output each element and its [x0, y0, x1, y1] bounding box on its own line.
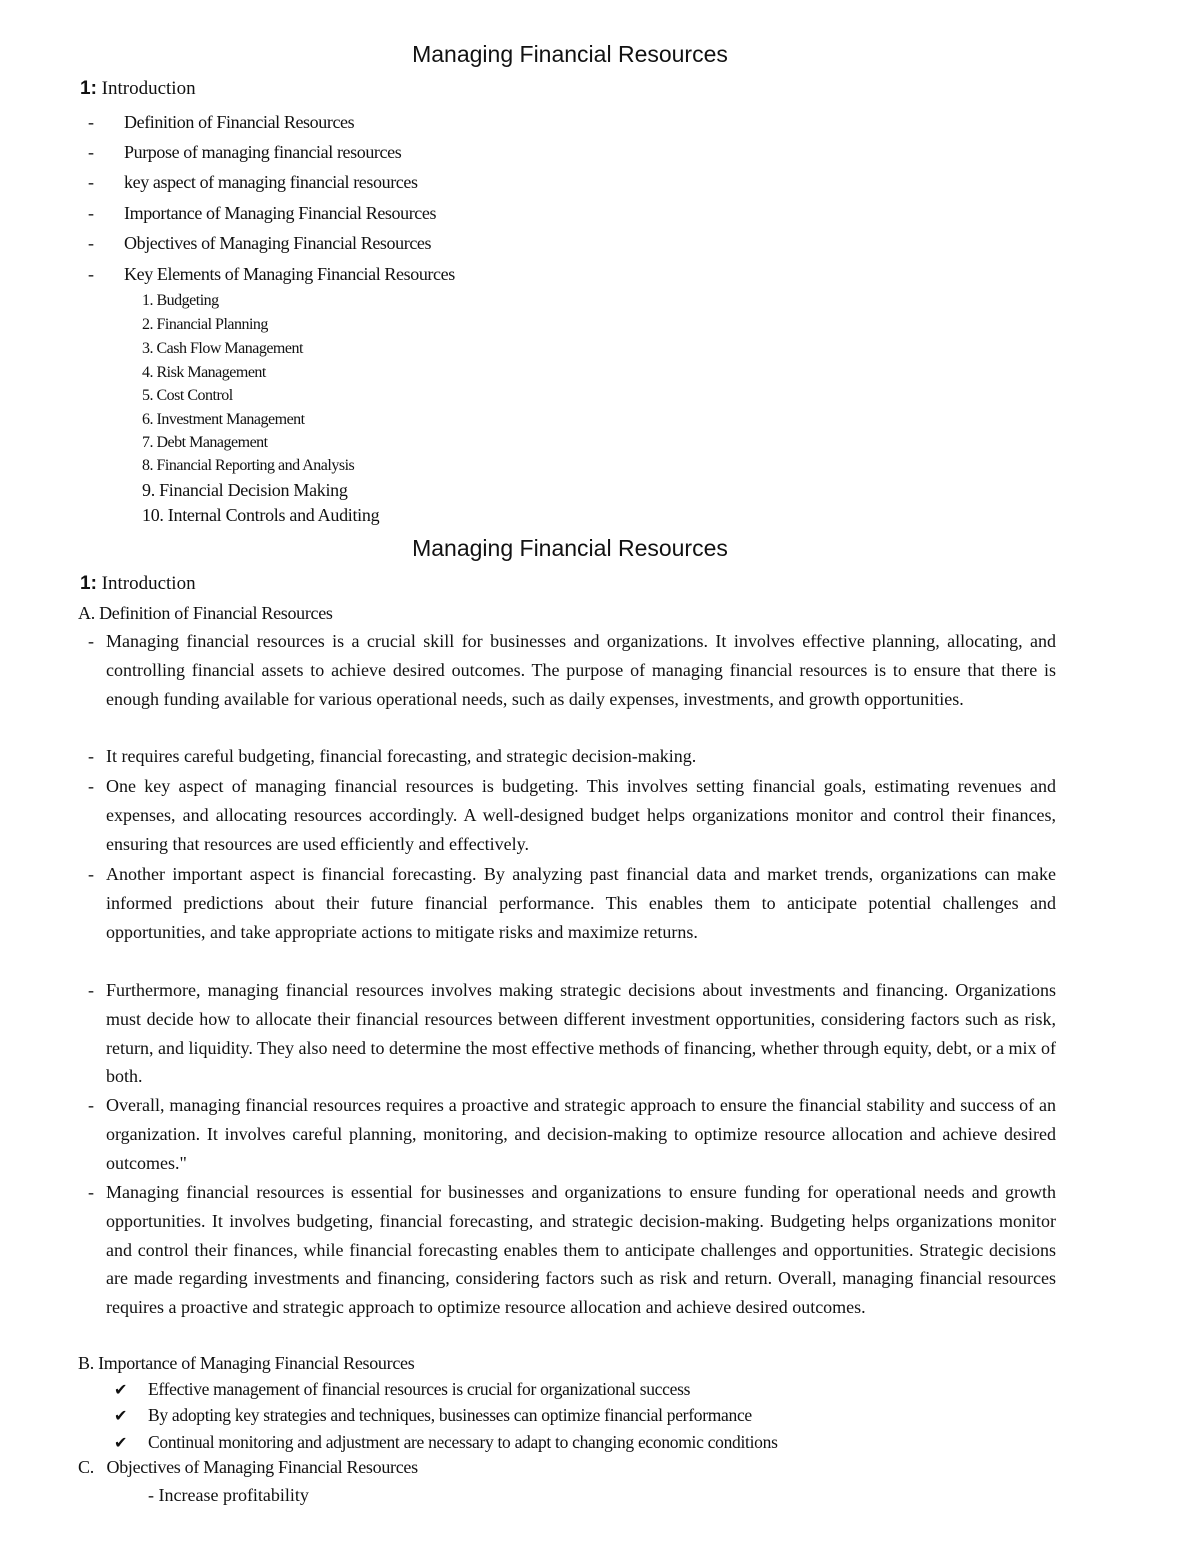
definition-paragraph: - Managing financial resources is essential for businesses and organizations to ensure funding for operational needs and growth opportunities. It involves budgeting, financial forecasting, and strategic decision-making. Budgeting helps organizations monitor and control their finances, while financial forecasting enables them to anticipate challenges and opportunities. Strategic decisions are made regarding investments and financing, considering factors such as risk and return. Overall, managing financial resources requires a proactive and strategic approach to optimize resource allocation and achieve desired outcomes.: [88, 1182, 1056, 1318]
definition-paragraph: - It requires careful budgeting, financial forecasting, and strategic decision-making.: [88, 746, 697, 766]
definition-paragraph: - One key aspect of managing financial resources is budgeting. This involves setting financial goals, estimating revenues and expenses, and allocating resources accordingly. A well-designed budget helps organizations monitor and control their finances, ensuring that resources are used efficiently and effectively.: [88, 776, 1056, 854]
intro-heading-2: [80, 572, 196, 596]
key-element-item: 5. Cost Control: [142, 387, 233, 404]
key-element-item: 3. Cash Flow Management: [142, 340, 303, 357]
key-element-item: 10. Internal Controls and Auditing: [142, 505, 380, 525]
page-title: Managing Financial Resources: [412, 41, 728, 67]
section-b-heading: B. Importance of Managing Financial Resources: [78, 1353, 415, 1373]
intro-number: 1:: [80, 573, 97, 594]
key-element-item: 1. Budgeting: [142, 292, 219, 309]
objective-item: - Increase profitability: [148, 1485, 309, 1505]
section-c-heading: C. Objectives of Managing Financial Resources: [78, 1457, 418, 1477]
key-element-item: 2. Financial Planning: [142, 316, 268, 333]
definition-paragraph: - Another important aspect is financial forecasting. By analyzing past financial data and market trends, organizations can make informed predictions about their future financial performance. This enables them to anticipate potential challenges and opportunities, and take appropriate actions to mitigate risks and maximize returns.: [88, 864, 1056, 942]
check-icon: ✔: [114, 1406, 128, 1425]
toc-item: - Importance of Managing Financial Resources: [88, 203, 437, 223]
toc-item: - key aspect of managing financial resources: [88, 172, 418, 192]
intro-label: Introduction: [101, 78, 196, 99]
toc-item: - Purpose of managing financial resources: [88, 142, 402, 162]
key-element-item: 8. Financial Reporting and Analysis: [142, 457, 355, 474]
toc-item: - Definition of Financial Resources: [88, 112, 355, 132]
intro-number: 1:: [80, 78, 97, 99]
check-icon: ✔: [114, 1380, 128, 1399]
intro-label: Introduction: [101, 573, 196, 594]
importance-item: ✔ Continual monitoring and adjustment are necessary to adapt to changing economic conditions: [114, 1432, 778, 1452]
toc-item: - Key Elements of Managing Financial Resources: [88, 264, 455, 284]
importance-item: ✔ By adopting key strategies and techniques, businesses can optimize financial performance: [114, 1405, 752, 1425]
check-icon: ✔: [114, 1433, 128, 1452]
definition-paragraph: - Furthermore, managing financial resources involves making strategic decisions about investments and financing. Organizations must decide how to allocate their financial resources between different investment opportunities, considering factors such as risk, return, and liquidity. They also need to determine the most effective methods of financing, whether through equity, debt, or a mix of both.: [88, 980, 1056, 1087]
importance-item: ✔ Effective management of financial resources is crucial for organizational success: [114, 1379, 691, 1399]
key-element-item: 7. Debt Management: [142, 434, 268, 451]
key-element-item: 4. Risk Management: [142, 364, 266, 381]
section-a-heading: A. Definition of Financial Resources: [78, 603, 333, 623]
key-element-item: 6. Investment Management: [142, 411, 305, 428]
definition-paragraph: - Managing financial resources is a crucial skill for businesses and organizations. It involves effective planning, allocating, and controlling financial assets to achieve desired outcomes. The purpose of managing financial resources is to ensure that there is enough funding available for various operational needs, such as daily expenses, investments, and growth opportunities.: [88, 631, 1056, 709]
intro-heading: [80, 77, 196, 101]
definition-paragraph: - Overall, managing financial resources requires a proactive and strategic approach to ensure the financial stability and success of an organization. It involves careful planning, monitoring, and decision-making to optimize resource allocation and achieve desired outcomes.": [88, 1095, 1056, 1173]
toc-item: - Objectives of Managing Financial Resources: [88, 233, 432, 253]
section-title: Managing Financial Resources: [412, 535, 728, 561]
key-element-item: 9. Financial Decision Making: [142, 480, 348, 500]
